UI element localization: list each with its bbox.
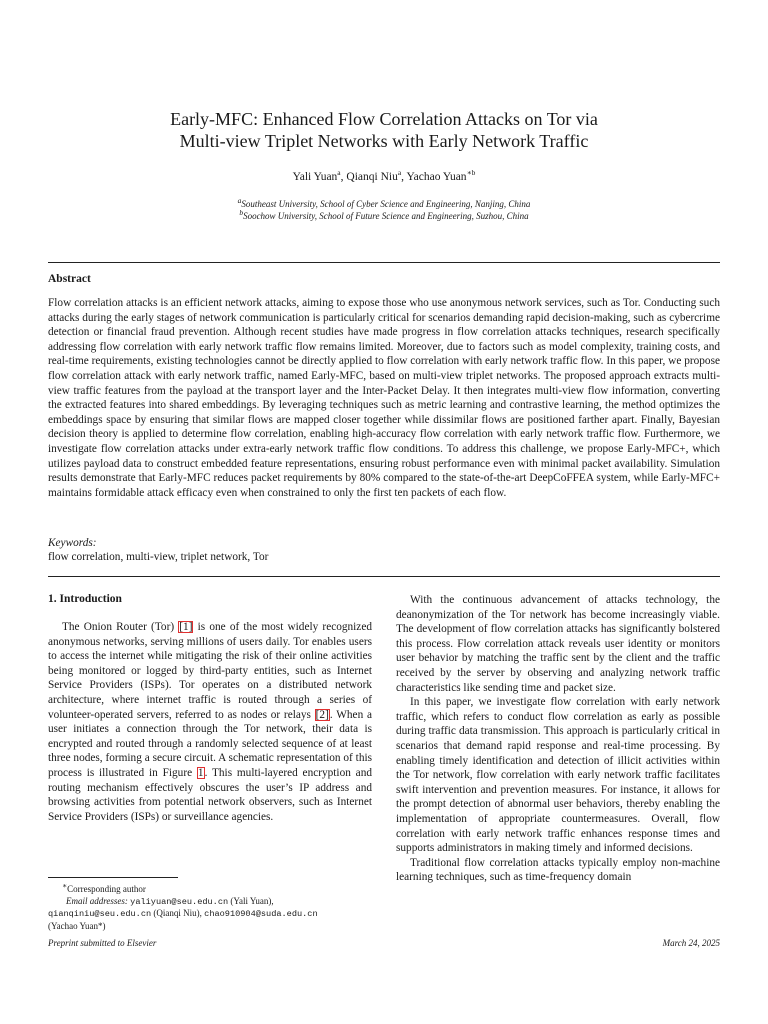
footer-date: March 24, 2025 [662,938,720,948]
author-name: Yali Yuan [292,170,338,183]
figure-reference-link[interactable]: 1 [197,766,204,779]
author-list: Yali Yuan$^a$, Qianqi Niu$^a$, Yachao Yuan$^{∗b}$ [292,168,476,183]
email-address[interactable]: qianqiniu@seu.edu.cn [48,909,152,919]
paper-title-line-1: Early-MFC: Enhanced Flow Correlation Attacks on Tor via [170,109,598,129]
abstract-heading: Abstract [48,273,91,285]
intro-right-column [396,593,720,885]
footnote-email-label: Email addresses: [66,895,128,906]
keywords-label: Keywords: [48,537,97,549]
citation-link[interactable]: [1] [179,621,193,633]
affiliation-b: $^b$Soochow University, School of Future Science and Engineering, Suzhou, China [239,208,529,221]
keywords-text: flow correlation, multi-view, triplet network, Tor [48,551,269,563]
footnote-divider [48,877,178,878]
email-address[interactable]: chao910904@suda.edu.cn [204,909,318,919]
email-address[interactable]: yaliyuan@seu.edu.cn [130,896,229,907]
intro-paragraph: In this paper, we investigate flow correlation with early network traffic, which refers to conduct flow correlation as early as possible during traffic data transmission. This approach is particularly critical in scenarios that demand rapid response and real-time processing. By enabling timely identification and detection of illicit activities within the Tor network, flow correlation with early network traffic facilitates swift intervention and prevention measures. For instance, it allows for the prompt detection of abnormal user behaviors, thereby enabling the implementation of appropriate countermeasures. Overall, flow correlation with early network traffic enhances response times and supports administrators in making timely and informed decisions. [396,696,720,855]
intro-left-paragraph: The Onion Router (Tor) [1] is one of the most widely recognized anonymous networks, serving millions of users daily. Tor enables users to access the internet while mitigating the risk of their online activities being monitored or logged by third-party entities, such as Internet Service Providers (ISPs). Tor operates on a distributed network architecture, where internet traffic is routed through a series of volunteer-operated servers, referred to as nodes or relays [2]. When a user initiates a connection through the Tor network, their data is encrypted and routed through a randomly selected sequence of at least three nodes, forming a secure circuit. A schematic representation of this process is illustrated in Figure 1. This multi-layered encryption and routing mechanism effectively obscures the user’s IP address and browsing activities from potential network observers, such as Internet Service Providers (ISPs) or surveillance agencies. [48,621,372,823]
paper-title-line-2: Multi-view Triplet Networks with Early Network Traffic [179,131,589,151]
intro-paragraph: With the continuous advancement of attacks technology, the deanonymization of the Tor network has become increasingly viable. The development of flow correlation attacks has significantly bolstered this process. Flow correlation attack reveals user identity or monitors user behavior by matching the traffic sent by the client and the traffic received by the server by observing and analyzing network traffic characteristics like sending time and packet size. [396,594,720,694]
intro-paragraph: Traditional flow correlation attacks typically employ non-machine learning techniques, such as time-frequency domain [396,856,720,884]
footnote: ∗Corresponding author Email addresses: yaliyuan@seu.edu.cn (Yali Yuan), qianqiniu@seu.edu.cn (Qianqi Niu), chao910904@suda.edu.cn (Yachao Yuan*) [48,881,318,931]
footer-preprint-note: Preprint submitted to Elsevier [48,938,157,948]
abstract-text: Flow correlation attacks is an efficient network attacks, aiming to expose those who use anonymous network services, such as Tor. Conducting such attacks during the early stages of network communication is particularly critical for scenarios demanding rapid decision-making, such as cybercrime detection or financial fraud prevention. Although recent studies have made progress in flow correlation attacks techniques, research specifically addressing flow correlation with early network traffic flow remains limited. Moreover, due to factors such as model complexity, training costs, and real-time requirements, existing technologies cannot be directly applied to flow correlation with early network traffic flow. In this paper, we propose flow correlation attack with early network traffic, named Early-MFC, based on multi-view triplet networks. The proposed approach extracts multi-view traffic features from the payload at the transport layer and the Inter-Packet Delay. It then integrates multi-view flow information, converting the extracted features into shared embeddings. By leveraging techniques such as metric learning and contrastive learning, the method optimizes the embeddings space by ensuring that similar flows are mapped closer together while dissimilar flows are positioned farther apart. Finally, Bayesian decision theory is applied to determine flow correlation, enabling high-accuracy flow correlation with early network traffic flow. Furthermore, we investigate flow correlation attacks under extra-early network traffic flow conditions. To address this challenge, we propose Early-MFC+, which utilizes payload data to construct embedded feature representations, ensuring robust performance even with minimal packet availability. Simulation results demonstrate that Early-MFC reduces packet requirements by 80% compared to the state-of-the-art DeepCoFFEA system, while Early-MFC+ maintains formidable attack efficacy even when constrained to only the first ten packets of each flow. [48,297,720,499]
divider [48,262,720,263]
author-name: Yachao Yuan [406,170,467,183]
divider [48,576,720,577]
section-heading-introduction: 1. Introduction [48,593,122,605]
footnote-corresponding: Corresponding author [67,884,146,894]
citation-link[interactable]: [2] [315,708,329,721]
affiliation-a: $^a$Southeast University, School of Cyber Science and Engineering, Nanjing, China [237,196,531,209]
author-name: Qianqi Niu [346,170,398,183]
